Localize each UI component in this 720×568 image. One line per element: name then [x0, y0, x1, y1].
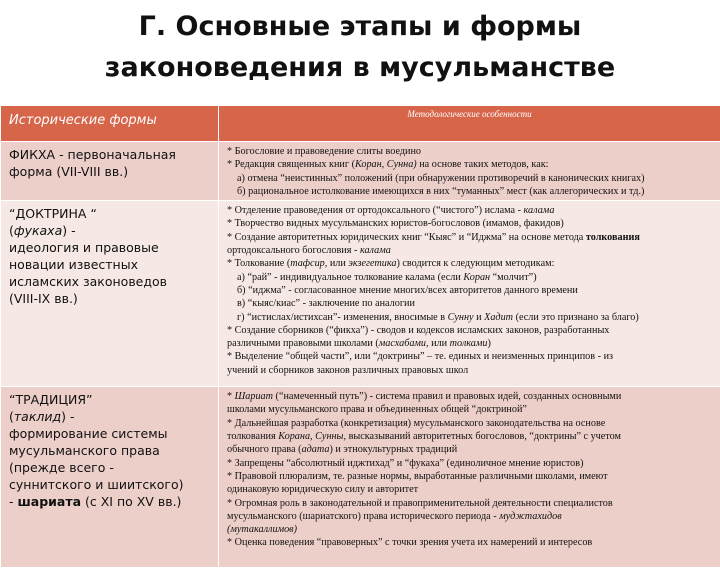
table-row [1, 387, 720, 568]
title-line-2: законоведения в мусульманстве [0, 47, 720, 88]
features-doctrine: * Отделение правоведения от ортодоксального (“чистого”) ислама - калама * Творчество видных мусульманских юристов-богословов (имамов, факидов) * Создание авторитетных юридических книг “Кыяс” и “Иджма” на основе метода толкования ортодоксального богословия - калама * Толкование (тафсир, или экзегетика) сводится к следующим методикам: а) “рай” - индивидуальное толкование калама (если Коран “молчит”) б) “иджма” - согласованное мнение многих/всех авторитетов данного времени в) “кыяс/киас” - заключение по аналогии г) “истислах/истихсан”- изменения, вносимые в Сунну и Хадит (если это признано за благо) * Создание сборников (“фикха”) - сводов и кодексов исламских законов, разработанных различными правовыми школами (масхабами, или толками) * Выделение “общей части”, или “доктрины” – те. единых и неизменных принципов - из учений и сборников законов различных правовых школ [219, 201, 720, 387]
stages-table [0, 105, 720, 568]
form-tradition: “ТРАДИЦИЯ” (таклид) - формирование системы мусульманского права (прежде всего - суннитского и шиитского) - шариата (с XI по XV вв.) [1, 387, 219, 568]
form-fikh: ФИКХА - первоначальная форма (VII-VIII вв.) [1, 142, 219, 201]
table-header-row [1, 106, 720, 142]
features-fikh: * Богословие и правоведение слиты воедино * Редакция священных книг (Коран, Сунна) на основе таких методов, как: а) отмена “неистинных” положений (при обнаружении противоречий в канонических книгах) б) рациональное истолкование имеющихся в них “туманных” мест (как аллегорических и тд.) [219, 142, 720, 201]
title-line-1: Г. Основные этапы и формы [0, 6, 720, 47]
header-historical-forms: Исторические формы [1, 106, 219, 142]
header-methodological-features: Методологические особенности [219, 106, 720, 142]
table-row [1, 142, 720, 201]
table-row [1, 201, 720, 387]
page-title [0, 6, 720, 88]
features-tradition: * Шариат (“намеченный путь”) - система правил и правовых идей, созданных основными школами мусульманского права и объединенных общей “доктриной” * Дальнейшая разработка (конкретизация) мусульманского законодательства на основе толкования Корана, Сунны, высказываний авторитетных богословов, “доктрины” с учетом обычного права (адата) и этнокультурных традиций * Запрещены “абсолютный иджтихад” и “фукаха” (единоличное мнение юристов) * Правовой плюрализм, те. разные нормы, выработанные различными школами, имеют одинаковую юридическую силу и авторитет * Огромная роль в законодательной и правоприменительной деятельности специалистов мусульманского (шариатского) права исторического периода - муджтахидов (мутакаллимов) * Оценка поведения “правоверных” с точки зрения учета их намерений и интересов [219, 387, 720, 568]
form-doctrine: “ДОКТРИНА “ (фукаха) - идеология и правовые новации известных исламских законоведов (VIII-IX вв.) [1, 201, 219, 387]
